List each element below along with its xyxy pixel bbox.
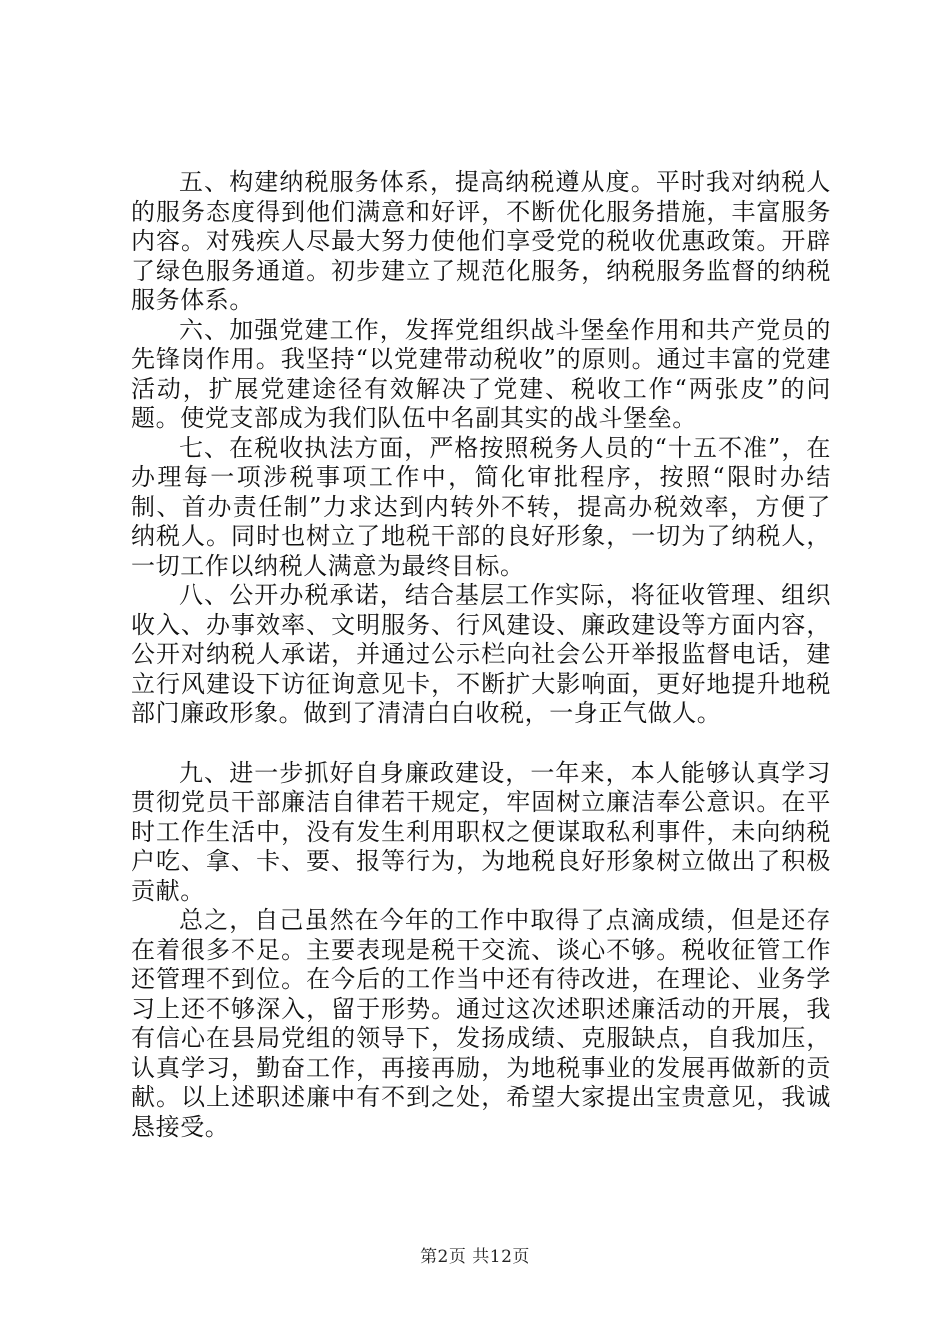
paragraph-summary: 总之，自己虽然在今年的工作中取得了点滴成绩，但是还存在着很多不足。主要表现是税干交流、谈心不够。税收征管工作还管理不到位。在今后的工作当中还有待改进，在理论、业务学习上还不够深入，留于形势。通过这次述职述廉活动的开展，我有信心在县局党组的领导下，发扬成绩、克服缺点，自我加压，认真学习，勤奋工作，再接再励，为地税事业的发展再做新的贡献。以上述职述廉中有不到之处，希望大家提出宝贵意见，我诚恳接受。 — [131, 906, 831, 1141]
paragraph-5-service-system: 五、构建纳税服务体系，提高纳税遵从度。平时我对纳税人的服务态度得到他们满意和好评，不断优化服务措施，丰富服务内容。对残疾人尽最大努力使他们享受党的税收优惠政策。开辟了绿色服务通道。初步建立了规范化服务，纳税服务监督的纳税服务体系。 — [131, 168, 831, 314]
page-footer: 第2页 共12页 — [420, 1247, 530, 1267]
document-body — [131, 168, 831, 1142]
paragraph-6-party-building: 六、加强党建工作，发挥党组织战斗堡垒作用和共产党员的先锋岗作用。我坚持“以党建带动税收”的原则。通过丰富的党建活动，扩展党建途径有效解决了党建、税收工作“两张皮”的问题。使党支部成为我们队伍中名副其实的战斗堡垒。 — [131, 315, 831, 432]
paragraph-9-integrity: 九、进一步抓好自身廉政建设，一年来，本人能够认真学习贯彻党员干部廉洁自律若干规定，牢固树立廉洁奉公意识。在平时工作生活中，没有发生利用职权之便谋取私利事件，未向纳税户吃、拿、卡、要、报等行为，为地税良好形象树立做出了积极贡献。 — [131, 758, 831, 905]
paragraph-7-tax-enforcement: 七、在税收执法方面，严格按照税务人员的“十五不准”，在办理每一项涉税事项工作中，简化审批程序，按照“限时办结制、首办责任制”力求达到内转外不转，提高办税效率，方便了纳税人。同时也树立了地税干部的良好形象，一切为了纳税人，一切工作以纳税人满意为最终目标。 — [131, 433, 831, 580]
paragraph-8-public-commitment: 八、公开办税承诺，结合基层工作实际，将征收管理、组织收入、办事效率、文明服务、行风建设、廉政建设等方面内容，公开对纳税人承诺，并通过公示栏向社会公开举报监督电话，建立行风建设下访征询意见卡，不断扩大影响面，更好地提升地税部门廉政形象。做到了清清白白收税，一身正气做人。 — [131, 581, 831, 727]
